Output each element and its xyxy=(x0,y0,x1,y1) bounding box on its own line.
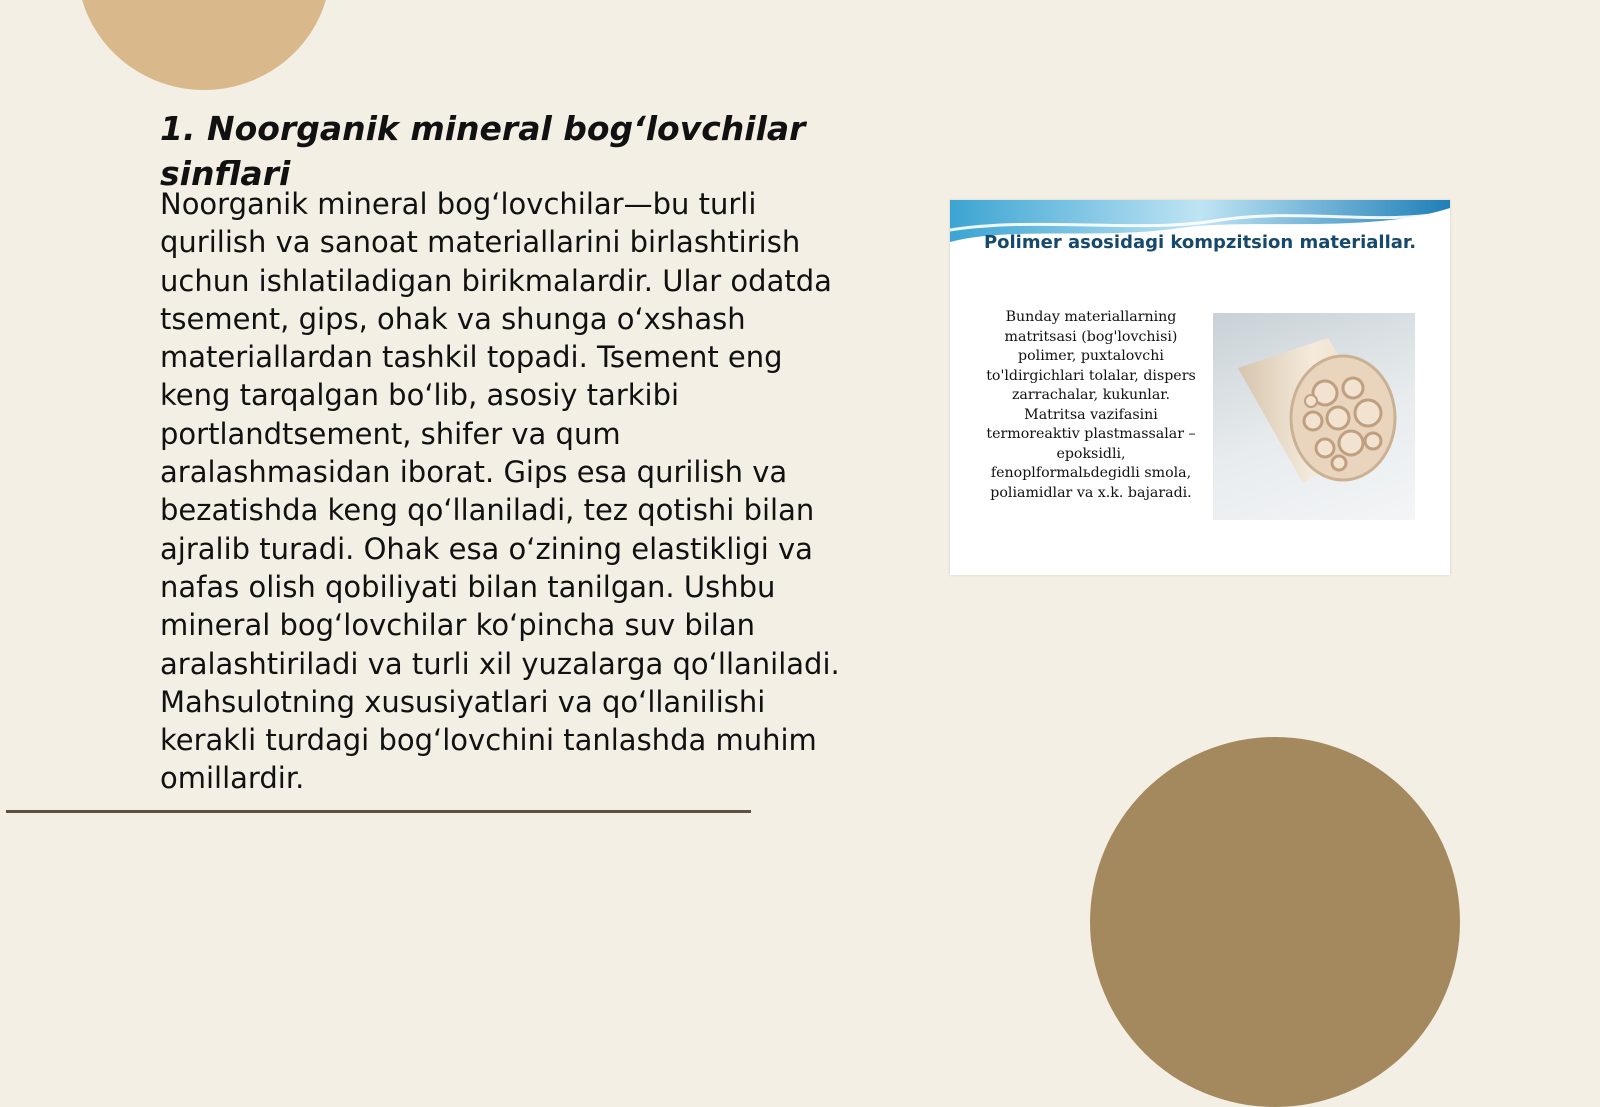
divider-line xyxy=(6,810,751,813)
slide-body-text: Noorganik mineral bog‘lovchilar—bu turli qurilish va sanoat materiallarini birlashtirish uchun ishlatiladigan birikmalardir. Ular odatda tsement, gips, ohak va shunga o‘xshash materiallardan tashkil topadi. Tsement eng keng tarqalgan bo‘lib, asosiy tarkibi portlandtsement, shifer va qum aralashmasidan iborat. Gips esa qurilish va bezatishda keng qo‘llaniladi, tez qotishi bilan ajralib turadi. Ohak esa o‘zining elastikligi va nafas olish qobiliyati bilan tanilgan. Ushbu mineral bog‘lovchilar ko‘pincha suv bilan aralashtiriladi va turli xil yuzalarga qo‘llaniladi. Mahsulotning xususiyatlari va qo‘llanilishi kerakli turdagi bog‘lovchini tanlashda muhim omillardir. xyxy=(160,187,840,796)
slide-title: 1. Noorganik mineral bog‘lovchilar sinflari xyxy=(160,109,806,193)
decorative-circle-bottom xyxy=(1090,737,1460,1107)
embedded-slide-description: Bunday materiallarning matritsasi (bog'lovchisi) polimer, puxtalovchi to'ldirgichlari tolalar, dispers zarrachalar, kukunlar. Matritsa vazifasini termoreaktiv plastmassalar – epoksidli, fenoplformalьdegidli smola, poliamidlar va x.k. bajaradi. xyxy=(986,309,1196,501)
embedded-slide-heading: Polimer asosidagi kompzitsion materiallar. xyxy=(983,232,1417,253)
embedded-slide-image xyxy=(950,200,1450,575)
decorative-circle-top xyxy=(77,0,331,90)
composite-cylinder-photo xyxy=(1213,313,1415,520)
